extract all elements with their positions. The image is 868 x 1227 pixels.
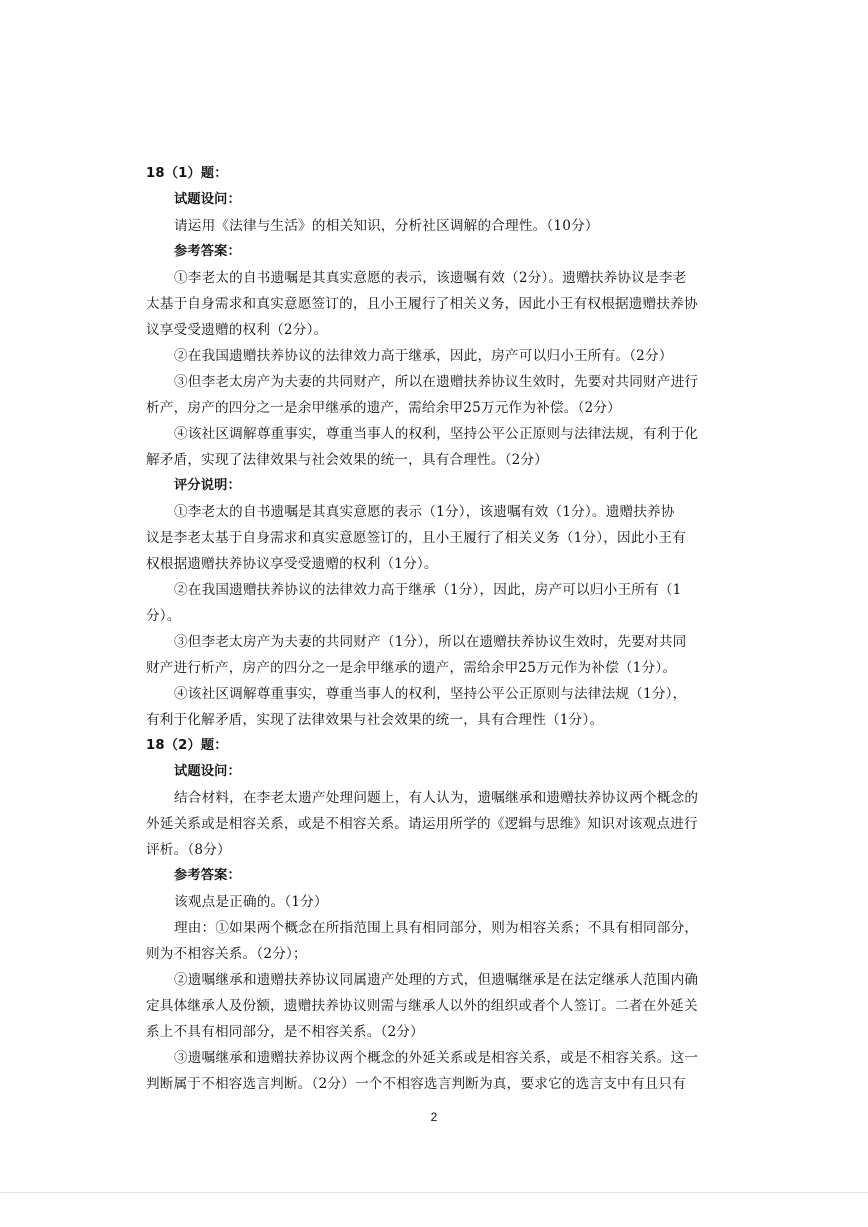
section-heading: 18（1）题： [146, 166, 228, 181]
text-line: ④该社区调解尊重事实，尊重当事人的权利，坚持公平公正原则与法律法规（1分）， [174, 686, 687, 702]
section-heading: 评分说明： [174, 478, 241, 493]
text-line: ④该社区调解尊重事实，尊重当事人的权利，坚持公平公正原则与法律法规，有利于化 [174, 426, 699, 442]
text-line: 议是李老太基于自身需求和真实意愿签订的，且小王履行了相关义务（1分），因此小王有 [146, 530, 687, 546]
section-heading: 试题设问： [174, 192, 241, 207]
text-line: ②在我国遗赠扶养协议的法律效力高于继承（1分），因此，房产可以归小王所有（1 [174, 582, 682, 598]
text-line: 判断属于不相容选言判断。（2分）一个不相容选言判断为真，要求它的选言支中有且只有 [146, 1076, 687, 1092]
text-line: ②遗嘱继承和遗赠扶养协议同属遗产处理的方式，但遗嘱继承是在法定继承人范围内确 [174, 972, 699, 988]
text-line: 理由：①如果两个概念在所指范围上具有相同部分，则为相容关系；不具有相同部分， [174, 920, 699, 936]
page-number: 2 [430, 1110, 438, 1124]
section-heading: 参考答案： [174, 868, 241, 883]
text-line: ②在我国遗赠扶养协议的法律效力高于继承，因此，房产可以归小王所有。（2分） [174, 348, 673, 364]
text-line: 财产进行析产，房产的四分之一是余甲继承的遗产，需给余甲25万元作为补偿（1分）。 [146, 660, 677, 676]
text-line: 定具体继承人及份额，遗赠扶养协议则需与继承人以外的组织或者个人签订。二者在外延关 [146, 998, 698, 1014]
section-heading: 参考答案： [174, 244, 241, 259]
document-body [146, 161, 726, 1097]
text-line: 该观点是正确的。（1分） [174, 894, 328, 910]
text-line: 外延关系或是相容关系，或是不相容关系。请运用所学的《逻辑与思维》知识对该观点进行 [146, 816, 698, 832]
text-line: ③但李老太房产为夫妻的共同财产（1分），所以在遗赠扶养协议生效时，先要对共同 [174, 634, 687, 650]
section-heading: 试题设问： [174, 764, 241, 779]
text-line: 分）。 [146, 608, 181, 624]
text-line: 议享受受遗赠的权利（2分）。 [146, 322, 328, 338]
text-line: 太基于自身需求和真实意愿签订的，且小王履行了相关义务，因此小王有权根据遗赠扶养协 [146, 296, 698, 312]
text-line: 系上不具有相同部分，是不相容关系。（2分） [146, 1024, 424, 1040]
text-line: 析产，房产的四分之一是余甲继承的遗产，需给余甲25万元作为补偿。（2分） [146, 400, 621, 416]
text-line: 解矛盾，实现了法律效果与社会效果的统一，具有合理性。（2分） [146, 452, 549, 468]
section-heading: 18（2）题： [146, 738, 228, 753]
text-line: ③但李老太房产为夫妻的共同财产，所以在遗赠扶养协议生效时，先要对共同财产进行 [174, 374, 699, 390]
text-line: 有利于化解矛盾，实现了法律效果与社会效果的统一，具有合理性（1分）。 [146, 712, 604, 728]
text-line: 权根据遗赠扶养协议享受受遗赠的权利（1分）。 [146, 556, 438, 572]
text-line: 请运用《法律与生活》的相关知识，分析社区调解的合理性。（10分） [174, 218, 599, 234]
text-line: 则为不相容关系。（2分）； [146, 946, 307, 962]
text-line: 评析。（8分） [146, 842, 231, 858]
text-line: 结合材料，在李老太遗产处理问题上，有人认为，遗嘱继承和遗赠扶养协议两个概念的 [174, 790, 699, 806]
page-bottom-divider [0, 1192, 868, 1193]
text-line: ①李老太的自书遗嘱是其真实意愿的表示，该遗嘱有效（2分）。遗赠扶养协议是李老 [174, 270, 687, 286]
text-line: ③遗嘱继承和遗赠扶养协议两个概念的外延关系或是相容关系，或是不相容关系。这一 [174, 1050, 699, 1066]
text-line: ①李老太的自书遗嘱是其真实意愿的表示（1分），该遗嘱有效（1分）。遗赠扶养协 [174, 504, 675, 520]
